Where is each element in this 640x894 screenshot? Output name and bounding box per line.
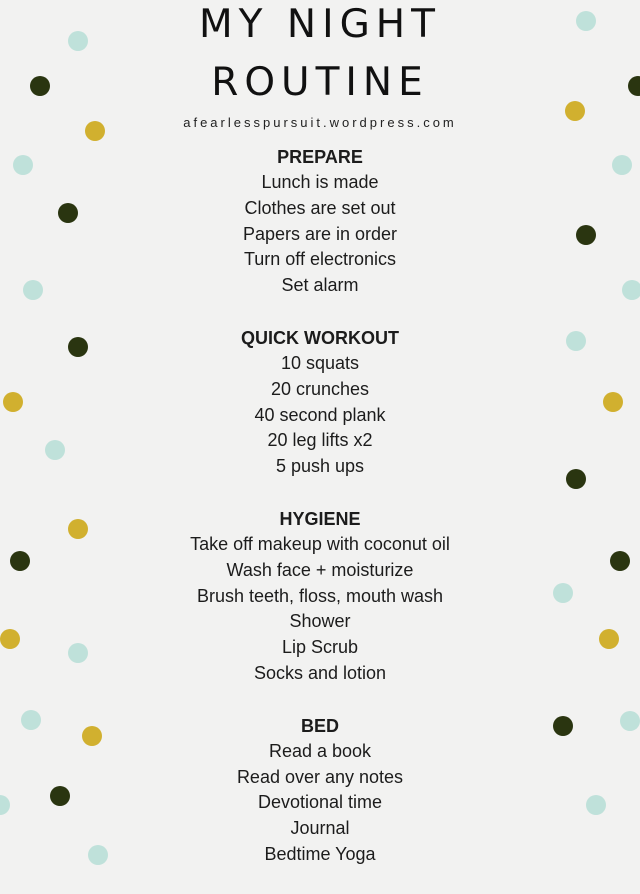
list-item: Journal [290,818,350,839]
list-item: Shower [289,611,351,632]
list-item: Lip Scrub [281,637,359,658]
section-quick-workout [0,325,640,480]
list-item: Read over any notes [236,766,404,787]
list-item: Read a book [268,740,372,761]
list-item: Brush teeth, floss, mouth wash [196,585,444,606]
page-title-line-1: MY NIGHT [199,2,441,47]
list-item: Socks and lotion [253,662,387,683]
website-url: afearlesspursuit.wordpress.com [183,115,457,130]
section-heading: PREPARE [277,147,363,167]
list-item: Take off makeup with coconut oil [190,533,450,554]
list-item: 20 leg lifts x2 [267,430,373,451]
section-heading: QUICK WORKOUT [241,327,399,348]
list-item: Clothes are set out [244,197,396,218]
list-item: Set alarm [281,275,359,296]
list-item: 20 crunches [270,378,370,399]
section-heading: BED [300,715,339,736]
list-item: 40 second plank [254,404,386,425]
list-item: Wash face + moisturize [226,559,414,580]
list-item: 10 squats [280,352,360,373]
list-item: Devotional time [257,792,383,813]
section-heading: HYGIENE [279,508,361,529]
list-item: Lunch is made [261,172,379,192]
list-item: Turn off electronics [243,249,397,270]
section-hygiene [0,506,640,687]
section-prepare [0,144,640,299]
list-item: Papers are in order [242,223,398,244]
routine-list [0,144,640,894]
section-bed [0,713,640,868]
page-title-line-2: ROUTINE [211,60,429,105]
list-item: Bedtime Yoga [264,843,376,864]
list-item: 5 push ups [275,456,365,477]
